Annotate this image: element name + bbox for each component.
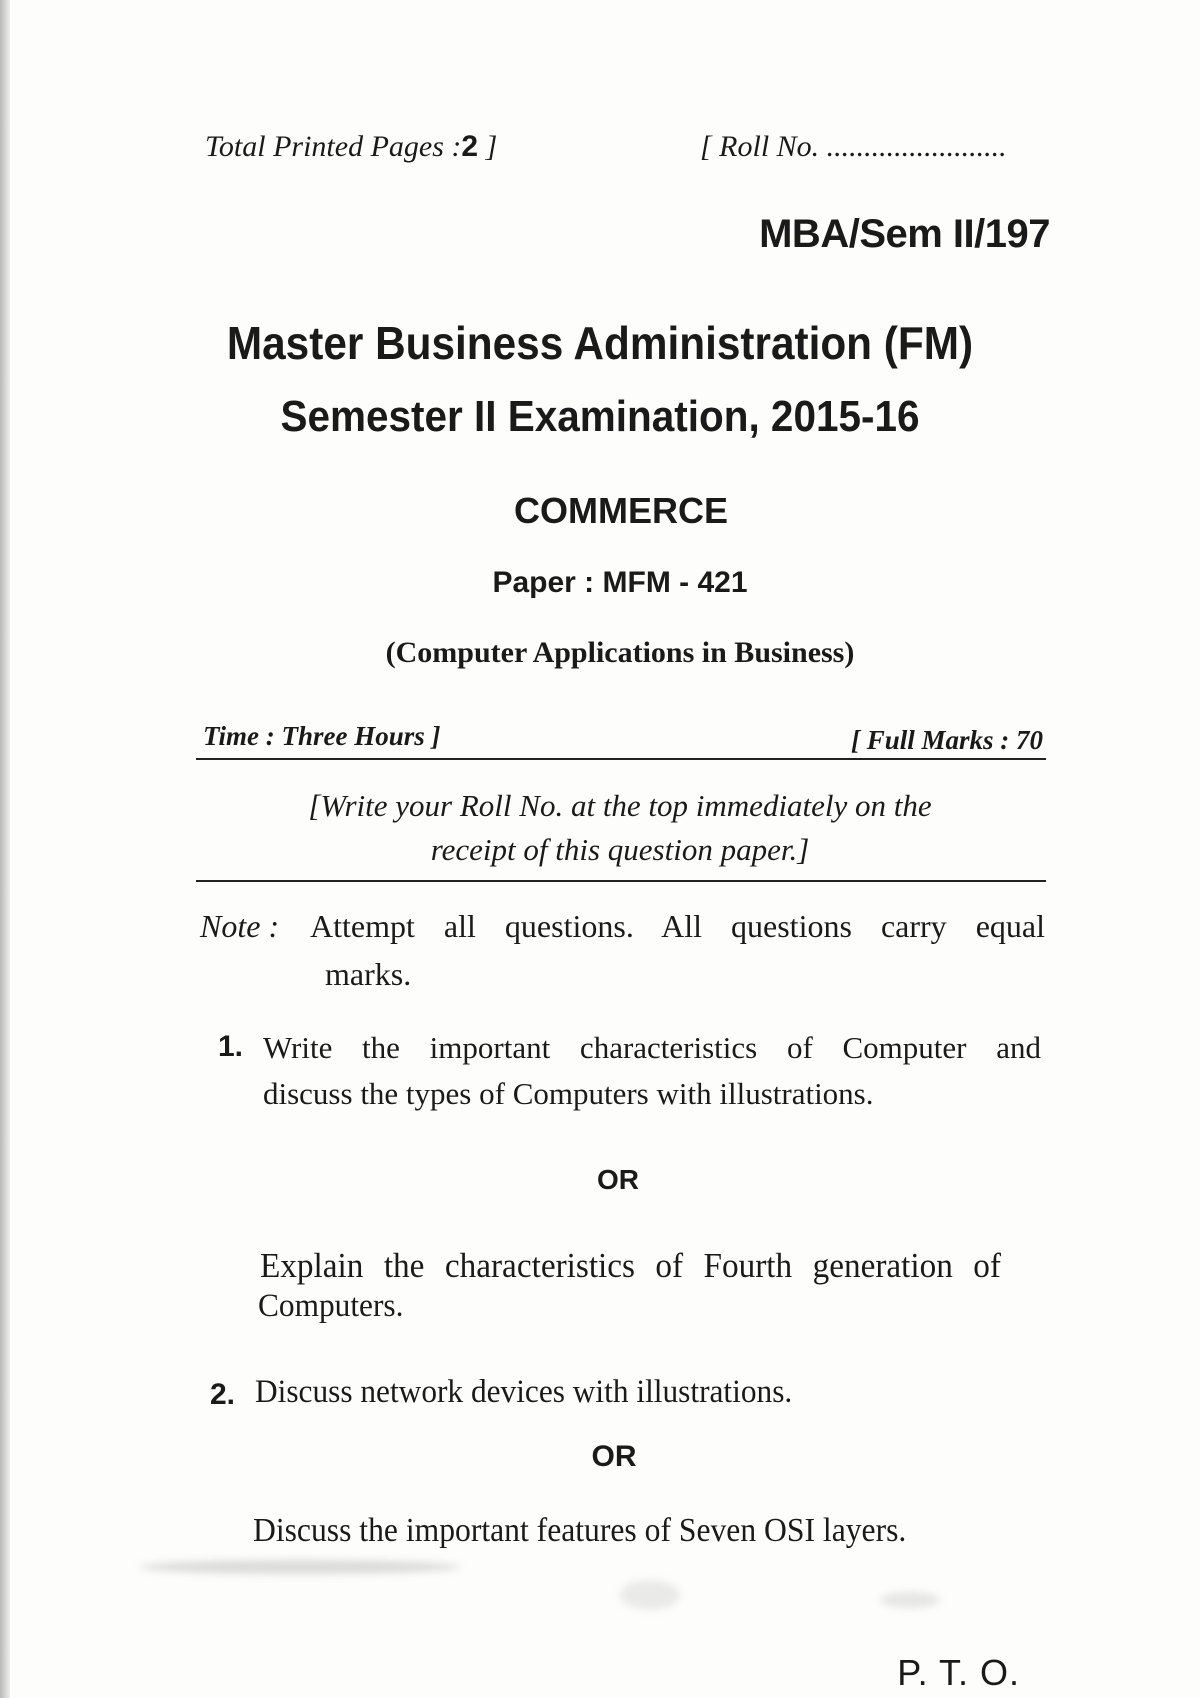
question-text: Write the important characteristics of Computer and (263, 1030, 1041, 1065)
note-text-cont: marks. (325, 956, 412, 992)
divider (196, 758, 1046, 760)
paper-number: Paper : MFM - 421 (492, 566, 748, 599)
divider (196, 880, 1046, 882)
total-pages-label: Total Printed Pages : (205, 130, 462, 163)
full-marks: [ Full Marks : 70 (850, 725, 1043, 755)
question-alt-text: Explain the characteristics of Fourth generation of (260, 1246, 1001, 1285)
total-pages (205, 130, 497, 164)
exam-title-line2: Semester II Examination, 2015-16 (280, 392, 920, 441)
total-pages-bracket: ] (485, 130, 498, 163)
note-label: Note : (200, 908, 280, 944)
scan-smudge (880, 1592, 940, 1608)
scan-smudge (140, 1560, 460, 1574)
question-text: discuss the types of Computers with illustrations. (263, 1076, 874, 1111)
question-alt-text: Computers. (258, 1288, 404, 1324)
question-number: 1. (218, 1030, 244, 1063)
instruction-line1: [Write your Roll No. at the top immediately on the (308, 788, 932, 823)
page-turn-note: P. T. O. (897, 1652, 1020, 1693)
course-title: (Computer Applications in Business) (385, 636, 855, 669)
question-alt-text: Discuss the important features of Seven OSI layers. (253, 1512, 907, 1549)
instruction-line2: receipt of this question paper.] (430, 832, 810, 867)
paper-code: MBA/Sem II/197 (759, 212, 1050, 256)
roll-no: [ Roll No. ........................ (700, 130, 1007, 163)
subject: COMMERCE (514, 490, 728, 531)
question-number: 2. (210, 1378, 236, 1411)
time-allowed: Time : Three Hours ] (203, 721, 441, 751)
or-separator: OR (597, 1164, 639, 1195)
note-text: Attempt all questions. All questions carry equal (310, 908, 1045, 944)
scan-smudge (620, 1580, 680, 1610)
or-separator: OR (591, 1440, 637, 1473)
total-pages-value: 2 (461, 130, 479, 163)
exam-title-line1: Master Business Administration (FM) (226, 317, 974, 369)
question-text: Discuss network devices with illustrations. (255, 1374, 793, 1410)
